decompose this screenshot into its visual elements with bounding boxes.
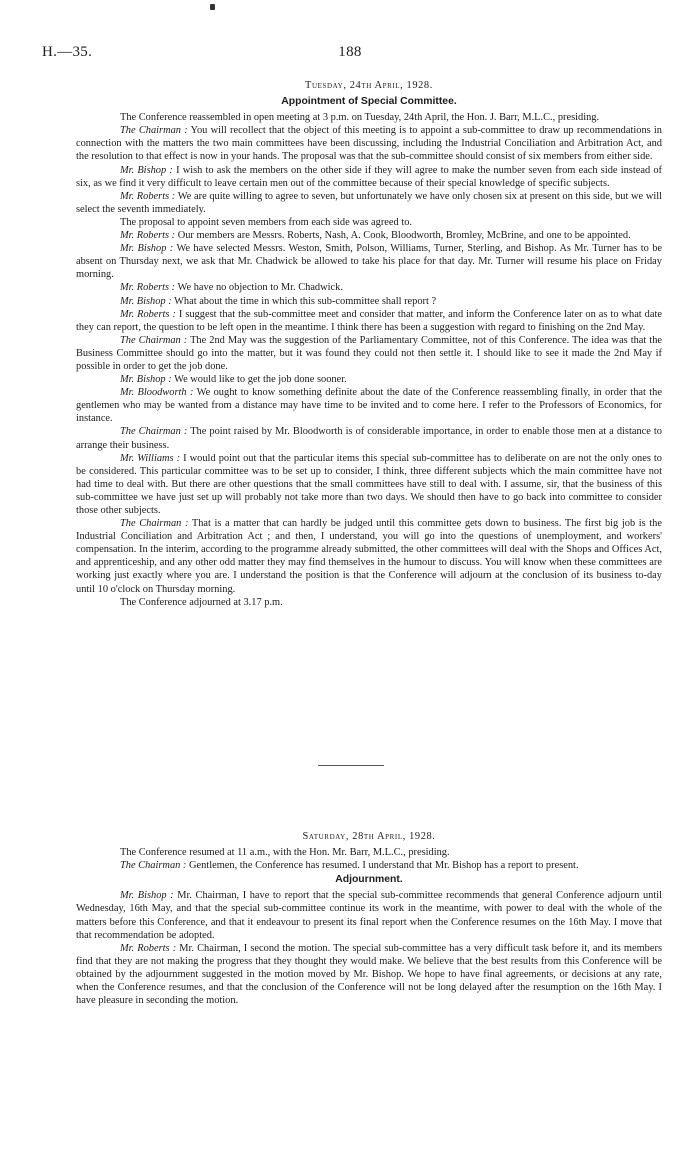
transcript-paragraph: [76, 334, 662, 373]
transcript-paragraph: [76, 281, 662, 294]
transcript-paragraph: [76, 889, 662, 941]
speaker-name: Mr. Bishop :: [120, 890, 174, 902]
section-saturday: [76, 830, 662, 1007]
speaker-name: The Chairman :: [120, 426, 188, 438]
paragraph-text: We have selected Messrs. Weston, Smith, Polson, Williams, Turner, Sterling, and Bishop. As Mr. Turner has to be absent on Thursday next, we ask that Mr. Chadwick be allowed to take his place for that day. Mr. Turner will resume his place on Friday morning.: [76, 243, 662, 281]
transcript-paragraph: [76, 859, 662, 872]
transcript-paragraph: [76, 216, 662, 229]
section-body: [76, 889, 662, 1007]
transcript-paragraph: [76, 308, 662, 334]
speaker-name: Mr. Bloodworth :: [120, 387, 194, 399]
speaker-name: Mr. Roberts :: [120, 230, 176, 242]
transcript-paragraph: [76, 124, 662, 163]
speaker-name: The Chairman :: [120, 334, 188, 346]
transcript-paragraph: [76, 386, 662, 425]
paragraph-text: Mr. Chairman, I second the motion. The special sub-committee has a very difficult task before it, and its members find that they are not making the progress that they thought they would make. We believe that the best results from this Conference will be obtained by the adjournment suggested in the motion moved by Mr. Bishop. We hope to have final agreements, or decisions at any rate, when the Conference resumes, and that the conclusion of the Conference will not be long delayed after the resumption on the 16th May. I have pleasure in seconding the motion.: [76, 942, 662, 1007]
speaker-name: Mr. Bishop :: [120, 374, 172, 386]
speaker-name: Mr. Roberts :: [120, 308, 176, 320]
paragraph-text: Mr. Chairman, I have to report that the special sub-committee recommends that general Conference adjourn until Wednesday, 16th May, and that the special sub-committee continue its work in the meantime, with power to deal with the whole of the matters before this Conference, and that it endeavour to present its final report when the Conference resumes on the 16th May. I move that that recommendation be adopted.: [76, 890, 662, 941]
speaker-name: Mr. Roberts :: [120, 190, 176, 202]
speaker-name: Mr. Bishop :: [120, 164, 173, 176]
speaker-name: Mr. Bishop :: [120, 295, 172, 307]
paragraph-text: We are quite willing to agree to seven, but unfortunately we have only chosen six at present on this side, but we will select the seventh immediately.: [76, 190, 662, 215]
paragraph-text: We have no objection to Mr. Chadwick.: [177, 282, 343, 294]
transcript-paragraph: [76, 295, 662, 308]
speaker-name: The Chairman :: [120, 518, 189, 530]
scan-mark: [210, 4, 215, 10]
section-intro: [76, 846, 662, 872]
paragraph-text: The Conference adjourned at 3.17 p.m.: [120, 596, 283, 608]
paragraph-text: I suggest that the sub-committee meet and consider that matter, and inform the Conference later on as to what date they can report, the question to be left open in the meantime. I think there has been a suggestion with regard to finishing on the 2nd May.: [76, 308, 662, 333]
transcript-paragraph: [76, 452, 662, 517]
paragraph-text: Gentlemen, the Conference has resumed. I understand that Mr. Bishop has a report to present.: [189, 860, 579, 872]
transcript-paragraph: [76, 229, 662, 242]
transcript-paragraph: [76, 942, 662, 1007]
section-tuesday: [76, 79, 662, 609]
section-body: [76, 111, 662, 609]
paragraph-text: The Conference reassembled in open meeting at 3 p.m. on Tuesday, 24th April, the Hon. J. Barr, M.L.C., presiding.: [120, 112, 600, 124]
section-date: Tuesday, 24th April, 1928.: [305, 80, 433, 91]
transcript-paragraph: [76, 111, 662, 124]
paragraph-text: What about the time in which this sub-committee shall report ?: [174, 295, 437, 307]
transcript-paragraph: [76, 373, 662, 386]
paragraph-text: The Conference resumed at 11 a.m., with the Hon. Mr. Barr, M.L.C., presiding.: [120, 847, 450, 859]
paragraph-text: We ought to know something definite about the date of the Conference reassembling finally, in order that the gentlemen who may be wanted from a distance may have time to be invited and to come here. I refer to the Professors of Economics, for instance.: [76, 387, 662, 425]
paragraph-text: Our members are Messrs. Roberts, Nash, A. Cook, Bloodworth, Bromley, McBrine, and one to be appointed.: [177, 230, 631, 242]
section-date: Saturday, 28th April, 1928.: [302, 831, 436, 842]
paragraph-text: I would point out that the particular items this special sub-committee has to deliberate on are not the only ones to be considered. This particular committee was to be set up to consider, I think, three different subjects which the main committee have not had time to deal with. But there are other questions that the small committees have still to deal with. I assume, sir, that the business of this sub-committee we have just set up will probably not take more than two days. We should then have to go back into committee to consider those other subjects.: [76, 452, 663, 516]
transcript-paragraph: [76, 425, 662, 451]
paragraph-text: The proposal to appoint seven members from each side was agreed to.: [120, 216, 412, 228]
paragraph-text: The 2nd May was the suggestion of the Parliamentary Committee, not of this Conference. The idea was that the Business Committee should go into the matter, but it was found they could not then settle it. I should like to see it made the 2nd May if possible in order to get the job done.: [76, 334, 663, 372]
transcript-paragraph: [76, 517, 662, 596]
speaker-name: Mr. Roberts :: [120, 282, 176, 294]
section-heading: Appointment of Special Committee.: [281, 96, 457, 108]
transcript-paragraph: [76, 190, 662, 216]
paragraph-text: You will recollect that the object of this meeting is to appoint a sub-committee to draw up recommendations in connection with the matters the two main committees have been discussing, including the Industrial Conciliation and Arbitration Act, and the resolution to that effect is now in your hands. The proposal was that the sub-committee should consist of six members from either side.: [76, 125, 663, 163]
section-divider: [318, 765, 384, 766]
section-heading: Adjournment.: [335, 874, 403, 886]
speaker-name: The Chairman :: [120, 125, 188, 137]
paragraph-text: We would like to get the job done sooner.: [174, 374, 347, 386]
transcript-paragraph: [76, 242, 662, 281]
speaker-name: The Chairman :: [120, 860, 187, 872]
document-reference: H.—35.: [42, 44, 93, 60]
paragraph-text: The point raised by Mr. Bloodworth is of considerable importance, in order to enable those men at a distance to arrange their business.: [76, 426, 663, 451]
speaker-name: Mr. Bishop :: [120, 243, 174, 255]
transcript-paragraph: [76, 164, 662, 190]
page-number: 188: [338, 44, 362, 60]
speaker-name: Mr. Williams :: [120, 452, 181, 464]
speaker-name: Mr. Roberts :: [120, 942, 177, 954]
transcript-paragraph: [76, 596, 662, 609]
transcript-paragraph: [76, 846, 662, 859]
paragraph-text: I wish to ask the members on the other side if they will agree to make the number seven from each side instead of six, as we find it very difficult to leave certain men out of the committee because of their special knowledge of specific subjects.: [76, 164, 663, 189]
paragraph-text: That is a matter that can hardly be judged until this committee gets down to business. The first big job is the Industrial Conciliation and Arbitration Act ; and then, I understand, you will go into the questions of unemployment, and workers' compensation. In the interim, according to the programme already submitted, the other committees will deal with the Shops and Offices Act, and apprenticeship, and any other odd matter they may find themselves in the humour to discuss. You will know when these committees are working just exactly where you are. I understand the position is that the Conference will adjourn at the conclusion of its business to-day until 10 o'clock on Thursday morning.: [76, 518, 662, 595]
